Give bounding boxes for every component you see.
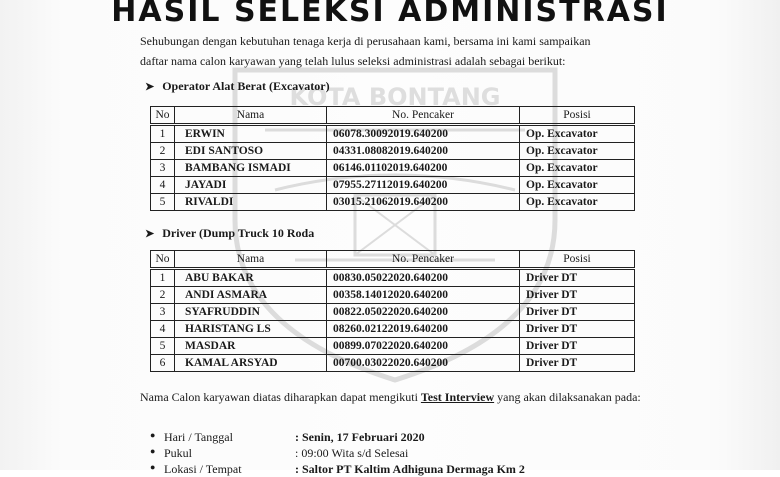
column-header: Posisi <box>520 107 635 125</box>
closing-text: yang akan dilaksanakan pada: <box>497 390 641 404</box>
schedule-value: : 09:00 Wita s/d Selesai <box>295 446 409 460</box>
cell-no: 2 <box>151 287 175 304</box>
cell-no: 4 <box>151 177 175 194</box>
arrow-bullet-icon: ➤ <box>145 228 155 240</box>
table-row <box>151 177 635 194</box>
column-header: No. Pencaker <box>327 251 520 269</box>
cell-no: 1 <box>151 125 175 143</box>
intro-line: daftar nama calon karyawan yang telah lulus seleksi administrasi adalah sebagai berikut: <box>140 54 566 68</box>
table-row <box>151 355 635 372</box>
cell-posisi: Driver DT <box>520 338 635 355</box>
arrow-bullet-icon: ➤ <box>145 81 155 93</box>
cell-posisi: Op. Excavator <box>520 160 635 177</box>
column-header: No <box>151 251 175 269</box>
driver-table <box>150 250 635 372</box>
cell-no: 3 <box>151 160 175 177</box>
table-row <box>151 287 635 304</box>
cell-posisi: Op. Excavator <box>520 125 635 143</box>
cell-posisi: Driver DT <box>520 355 635 372</box>
cell-posisi: Op. Excavator <box>520 194 635 211</box>
cell-name: ANDI ASMARA <box>175 287 327 304</box>
cell-name: JAYADI <box>175 177 327 194</box>
cell-pencaker: 08260.02122019.640200 <box>327 321 520 338</box>
cell-no: 5 <box>151 338 175 355</box>
column-header: No <box>151 107 175 125</box>
schedule-value: : Saltor PT Kaltim Adhiguna Dermaga Km 2 <box>295 462 525 476</box>
schedule-label: Pukul <box>164 446 193 460</box>
cell-name: ERWIN <box>175 125 327 143</box>
closing-paragraph <box>140 387 665 407</box>
column-header: Nama <box>175 251 327 269</box>
section-title-driver: ➤ Driver (Dump Truck 10 Roda <box>145 226 315 240</box>
cell-pencaker: 07955.27112019.640200 <box>327 177 520 194</box>
table-row <box>151 269 635 287</box>
cell-name: HARISTANG LS <box>175 321 327 338</box>
table-row <box>151 338 635 355</box>
cell-pencaker: 00830.05022020.640200 <box>327 269 520 287</box>
watermark-text: KOTA BONTANG <box>289 83 501 111</box>
table-row <box>151 143 635 160</box>
cell-name: KAMAL ARSYAD <box>175 355 327 372</box>
bullet-icon: ● <box>150 446 156 456</box>
cell-pencaker: 00358.14012020.640200 <box>327 287 520 304</box>
table-header-row <box>151 107 635 125</box>
table-row <box>151 304 635 321</box>
table-row <box>151 194 635 211</box>
cell-no: 4 <box>151 321 175 338</box>
page-headline: HASIL SELEKSI ADMINISTRASI <box>111 0 669 29</box>
cell-pencaker: 03015.21062019.640200 <box>327 194 520 211</box>
column-header: No. Pencaker <box>327 107 520 125</box>
cell-name: RIVALDI <box>175 194 327 211</box>
cell-posisi: Driver DT <box>520 304 635 321</box>
cell-no: 6 <box>151 355 175 372</box>
bullet-icon: ● <box>150 430 156 440</box>
section-title-excavator: ➤ Operator Alat Berat (Excavator) <box>145 79 330 93</box>
cell-posisi: Driver DT <box>520 321 635 338</box>
cell-name: EDI SANTOSO <box>175 143 327 160</box>
cell-name: MASDAR <box>175 338 327 355</box>
schedule-value: : Senin, 17 Februari 2020 <box>295 430 425 444</box>
table-header-row <box>151 251 635 269</box>
column-header: Posisi <box>520 251 635 269</box>
cell-no: 3 <box>151 304 175 321</box>
closing-text: Nama Calon karyawan diatas diharapkan dapat mengikuti <box>140 390 418 404</box>
schedule-label: Lokasi / Tempat <box>164 462 242 476</box>
intro-line: Sehubungan dengan kebutuhan tenaga kerja di perusahaan kami, bersama ini kami sampaikan <box>140 34 591 48</box>
cell-posisi: Driver DT <box>520 287 635 304</box>
cell-pencaker: 00822.05022020.640200 <box>327 304 520 321</box>
cell-pencaker: 00899.07022020.640200 <box>327 338 520 355</box>
cell-pencaker: 04331.08082019.640200 <box>327 143 520 160</box>
schedule-label: Hari / Tanggal <box>164 430 233 444</box>
excavator-table <box>150 106 635 211</box>
cell-posisi: Op. Excavator <box>520 177 635 194</box>
cell-name: SYAFRUDDIN <box>175 304 327 321</box>
cell-posisi: Driver DT <box>520 269 635 287</box>
cell-no: 5 <box>151 194 175 211</box>
column-header: Nama <box>175 107 327 125</box>
cell-no: 2 <box>151 143 175 160</box>
table-row <box>151 321 635 338</box>
test-interview-emphasis: Test Interview <box>420 390 495 404</box>
table-row <box>151 160 635 177</box>
intro-paragraph <box>140 31 660 71</box>
cell-pencaker: 06146.01102019.640200 <box>327 160 520 177</box>
table-row <box>151 125 635 143</box>
cell-pencaker: 00700.03022020.640200 <box>327 355 520 372</box>
bullet-icon: ● <box>150 462 156 472</box>
cell-name: BAMBANG ISMADI <box>175 160 327 177</box>
cell-no: 1 <box>151 269 175 287</box>
cell-name: ABU BAKAR <box>175 269 327 287</box>
cell-pencaker: 06078.30092019.640200 <box>327 125 520 143</box>
cell-posisi: Op. Excavator <box>520 143 635 160</box>
